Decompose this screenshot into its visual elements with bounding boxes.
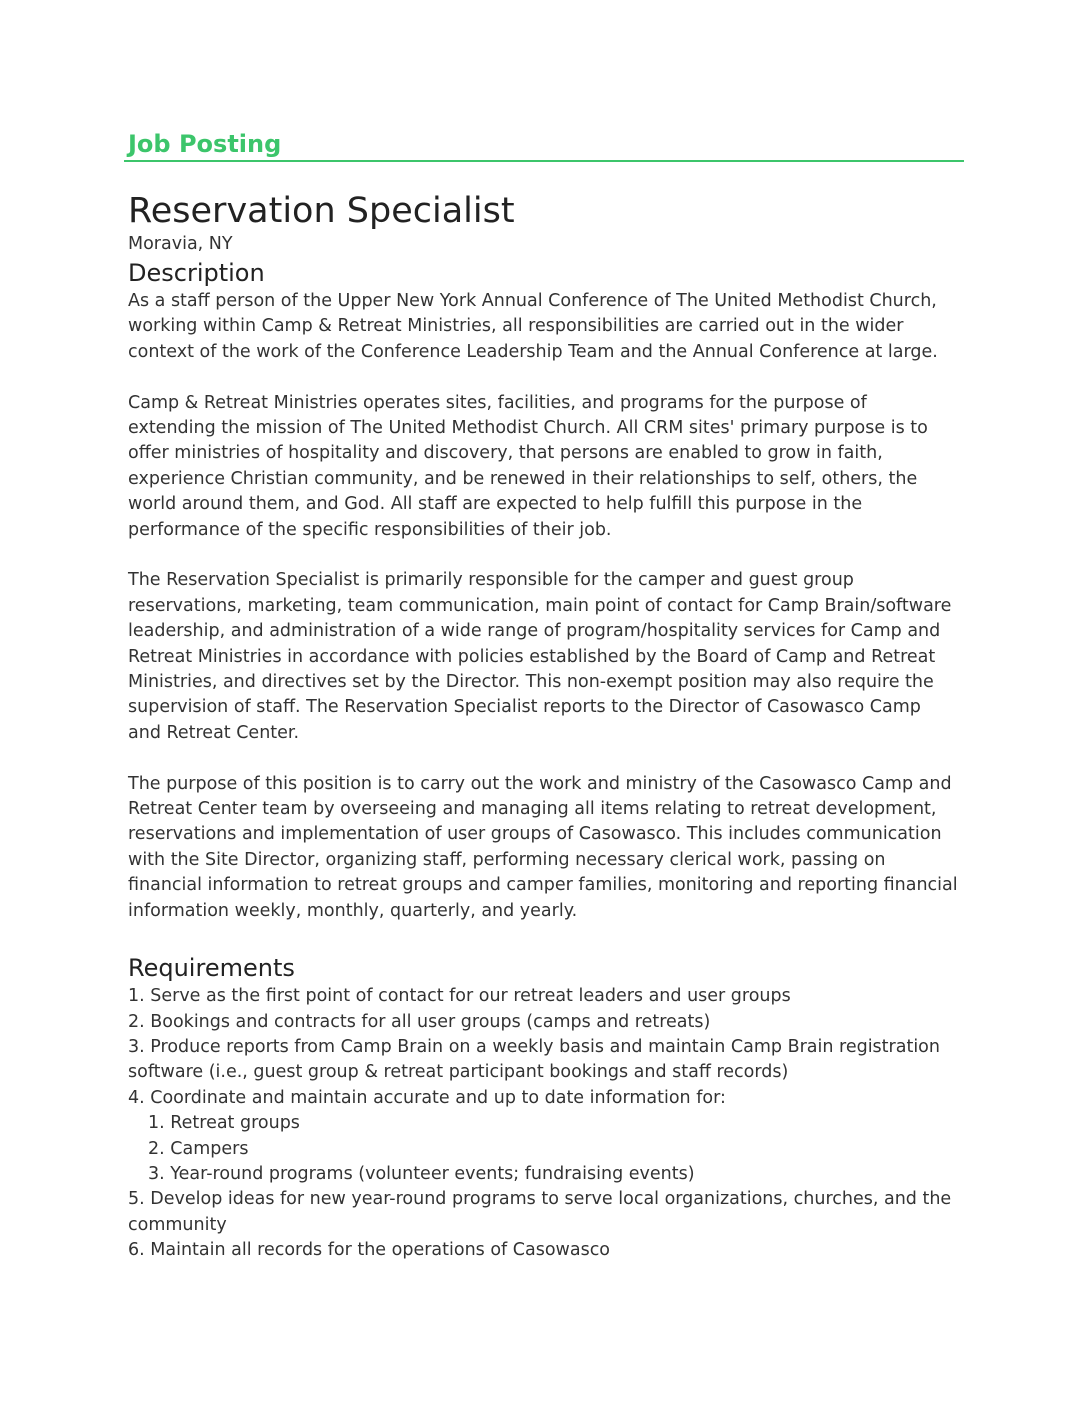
description-paragraph: The Reservation Specialist is primarily responsible for the camper and guest group reservations, marketing, team communication, main point of contact for Camp Brain/software leadership, and administration of a wide range of program/hospitality services for Camp and Retreat Ministries in accordance with policies established by the Board of Camp and Retreat Ministries, and directives set by the Director. This non-exempt position may also require the supervision of staff. The Reservation Specialist reports to the Director of Casowasco Camp and Retreat Center. <box>128 570 952 743</box>
requirement-item: 6. Maintain all records for the operations of Casowasco <box>128 1240 611 1261</box>
requirement-sub-item: 1. Retreat groups <box>148 1113 300 1134</box>
description-paragraph: The purpose of this position is to carry out the work and ministry of the Casowasco Camp and Retreat Center team by overseeing and managing all items relating to retreat development, reservations and implementation of user groups of Casowasco. This includes communication with the Site Director, organizing staff, performing necessary clerical work, passing on financial information to retreat groups and camper families, monitoring and reporting financial information weekly, monthly, quarterly, and yearly. <box>128 773 958 921</box>
requirement-sub-item: 2. Campers <box>148 1138 249 1159</box>
job-location: Moravia, NY <box>128 234 233 254</box>
requirement-item: 5. Develop ideas for new year-round programs to serve local organizations, churches, and the community <box>128 1189 952 1235</box>
requirement-item: 2. Bookings and contracts for all user groups (camps and retreats) <box>128 1011 711 1032</box>
description-paragraph: As a staff person of the Upper New York Annual Conference of The United Methodist Church, working within Camp & Retreat Ministries, all responsibilities are carried out in the wider context of the work of the Conference Leadership Team and the Annual Conference at large. <box>128 291 938 362</box>
requirement-sub-item: 3. Year-round programs (volunteer events; fundraising events) <box>148 1163 695 1184</box>
requirement-item: 3. Produce reports from Camp Brain on a weekly basis and maintain Camp Brain registration software (i.e., guest group & retreat participant bookings and staff records) <box>128 1036 940 1083</box>
requirement-item-text: 4. Coordinate and maintain accurate and up to date information for: <box>128 1087 726 1108</box>
requirements-list <box>128 984 958 1263</box>
posting-content <box>128 190 958 1264</box>
requirement-item: 1. Serve as the first point of contact for our retreat leaders and user groups <box>128 986 791 1007</box>
job-posting-header <box>124 128 964 162</box>
job-title: Reservation Specialist <box>128 191 515 231</box>
description-heading: Description <box>128 259 265 287</box>
requirement-item <box>128 1086 958 1188</box>
job-posting-label: Job Posting <box>128 130 282 158</box>
description-paragraph: Camp & Retreat Ministries operates sites, facilities, and programs for the purpose of extending the mission of The United Methodist Church. All CRM sites' primary purpose is to offer ministries of hospitality and discovery, that persons are enabled to grow in faith, experience Christian community, and be renewed in their relationships to self, others, the world around them, and God. All staff are expected to help fulfill this purpose in the performance of the specific responsibilities of their job. <box>128 392 928 540</box>
requirements-heading: Requirements <box>128 954 295 983</box>
requirement-sub-list <box>128 1111 958 1187</box>
